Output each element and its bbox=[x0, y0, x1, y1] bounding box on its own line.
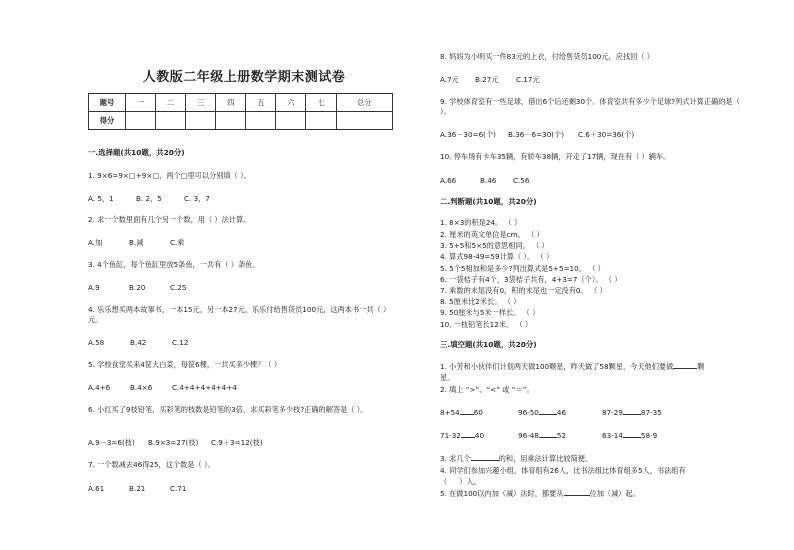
option: B. 2，5 bbox=[136, 194, 162, 203]
score-header-cell: 四 bbox=[216, 94, 246, 112]
option: C.25 bbox=[170, 283, 187, 292]
option: C.56 bbox=[513, 176, 530, 185]
option: C.乘 bbox=[170, 238, 185, 247]
compare-left: 63-14 bbox=[602, 431, 623, 440]
option: C. 3，7 bbox=[184, 194, 210, 203]
option: B.42 bbox=[130, 338, 147, 347]
fill-question-4: 4. 同学们参加兴趣小组，体育组有26人，比书法组比体育组多5人，书法组有 bbox=[440, 466, 686, 475]
option: A.9 bbox=[88, 283, 100, 292]
question-8-options bbox=[440, 75, 540, 85]
judge-item: 2. 厘米的英文单位是cm。 （ ） bbox=[440, 230, 544, 239]
option: C.17元 bbox=[516, 75, 540, 84]
compare-pair bbox=[518, 431, 602, 441]
question-1: 1. 9×6=9×□+9×□，两个□里可以分别填（ ）。 bbox=[88, 171, 251, 180]
question-8: 8. 妈妈为小明买一件83元的上衣，付给售货员100元，应找回（ ） bbox=[440, 52, 654, 61]
compare-right: 87-35 bbox=[640, 408, 662, 417]
judge-item: 1. 8×3的积是24。 （ ） bbox=[440, 218, 522, 227]
answer-blank[interactable] bbox=[623, 414, 641, 415]
fill-question-5-text-b: 位加（减）起。 bbox=[589, 489, 640, 498]
judge-item: 7. 乘数的末尾没有0，积的末尾也一定没有0。 （ ） bbox=[440, 286, 607, 295]
compare-left: 96-48 bbox=[518, 431, 539, 440]
section1-heading: 一.选择题(共10题，共20分) bbox=[88, 148, 185, 157]
answer-blank[interactable] bbox=[471, 460, 499, 461]
question-9: 9. 学校体育室有一些足球，借出6个后还剩30个。体育室共有多少个足球?列式计算正确的是（ ）。 bbox=[440, 97, 740, 116]
question-5: 5. 学校食堂买来4筐大白菜，每筐6棵，一共买多少棵？（ ） bbox=[88, 360, 282, 369]
compare-right: 58-9 bbox=[640, 431, 658, 440]
fill-question-1 bbox=[440, 362, 704, 372]
option: A.9－3=6(枝) bbox=[88, 438, 135, 447]
score-header-cell: 七 bbox=[306, 94, 336, 112]
compare-left: 71-32 bbox=[440, 431, 461, 440]
right-column bbox=[440, 0, 750, 550]
option: A.加 bbox=[88, 238, 103, 247]
compare-right: 40 bbox=[474, 431, 485, 440]
option: B.46 bbox=[480, 176, 497, 185]
answer-blank[interactable] bbox=[539, 414, 557, 415]
judge-item: 10. 一枝铅笔长12米。 （ ） bbox=[440, 320, 533, 329]
fill-question-2: 2. 填上 “>”、“<” 或 “＝”。 bbox=[440, 385, 534, 394]
option: A.61 bbox=[88, 484, 105, 493]
question-2: 2. 求一个数里面有几个另一个数，用（ ）法计算。 bbox=[88, 215, 251, 224]
answer-blank[interactable] bbox=[564, 495, 590, 496]
option: B.20 bbox=[129, 283, 146, 292]
paren-open: （ bbox=[440, 477, 448, 486]
question-7-options bbox=[88, 484, 186, 494]
paren-close-unit: ）人。 bbox=[459, 477, 481, 486]
judge-item: 6. 一袋桔子有4个，3袋桔子共有，4+3=7（个）。 （ ） bbox=[440, 275, 622, 284]
option: A.7元 bbox=[440, 75, 459, 84]
judge-item: 4. 算式98-49=59计算（ ）。 （ ） bbox=[440, 252, 554, 261]
score-header-cell: 二 bbox=[156, 94, 186, 112]
question-3: 3. 4个鱼缸，每个鱼缸里放5条鱼，一共有（ ）条鱼。 bbox=[88, 260, 260, 269]
option: B.9×3=27(枝) bbox=[148, 438, 199, 447]
question-9-options bbox=[440, 130, 634, 140]
score-row-label: 得分 bbox=[89, 112, 126, 130]
compare-pair bbox=[518, 408, 602, 418]
judge-item: 3. 5+5和5×5的意思相同。 （ ） bbox=[440, 241, 549, 250]
compare-pair bbox=[440, 408, 518, 418]
score-header-cell: 三 bbox=[186, 94, 216, 112]
option: B.4×6 bbox=[130, 383, 153, 392]
question-4: 4. 乐乐想买两本故事书，一本15元，另一本27元，乐乐付给售货员100元，这两本书一共（ ）元。 bbox=[88, 305, 391, 324]
fill-question-5 bbox=[440, 489, 640, 499]
option: C.12 bbox=[172, 338, 189, 347]
question-6-options bbox=[88, 438, 263, 448]
judge-item: 8. 5厘米比2米长。 （ ） bbox=[440, 297, 521, 306]
answer-blank[interactable] bbox=[460, 414, 474, 415]
compare-left: 8+54 bbox=[440, 408, 460, 417]
section2-heading: 二.判断题(共10题，共20分) bbox=[440, 197, 537, 206]
option: A.36－30=6(个) bbox=[440, 130, 496, 139]
fill-question-3-text-a: 3. 求几个 bbox=[440, 454, 471, 463]
compare-pair bbox=[440, 431, 518, 441]
exam-title: 人教版二年级上册数学期末测试卷 bbox=[142, 70, 346, 85]
option: C.71 bbox=[170, 484, 187, 493]
option: B.减 bbox=[129, 238, 144, 247]
option: C.6＋30=36(个) bbox=[578, 130, 635, 139]
option: B.27元 bbox=[475, 75, 499, 84]
score-header-cell: 六 bbox=[276, 94, 306, 112]
compare-left: 87-29 bbox=[602, 408, 623, 417]
question-7: 7. 一个数减去46得25，这个数是（ ）。 bbox=[88, 460, 215, 469]
fill-question-5-text-a: 5. 在做100以内加（减）法时，都要从 bbox=[440, 489, 564, 498]
question-3-options bbox=[88, 283, 186, 293]
answer-blank[interactable] bbox=[539, 437, 557, 438]
judge-item: 9. 50厘米与5米一样长。 （ ） bbox=[440, 308, 540, 317]
answer-blank[interactable] bbox=[623, 437, 641, 438]
fill-question-1-unit: 颗 bbox=[697, 362, 705, 371]
judge-item: 5. 5个5相加和是多少?列出算式是5+5=10。 （ ） bbox=[440, 264, 605, 273]
answer-blank[interactable] bbox=[461, 437, 475, 438]
fill-question-1-line2: 星。 bbox=[440, 373, 455, 382]
score-header-cell: 一 bbox=[126, 94, 156, 112]
option: B.36－6=30(个) bbox=[508, 130, 565, 139]
compare-pair bbox=[602, 408, 662, 418]
option: B.21 bbox=[129, 484, 146, 493]
compare-row-2 bbox=[440, 431, 657, 441]
compare-right: 52 bbox=[556, 431, 567, 440]
left-column bbox=[88, 0, 400, 550]
question-4-options bbox=[88, 338, 188, 348]
question-10-options bbox=[440, 176, 529, 186]
option: A. 5，1 bbox=[88, 194, 114, 203]
compare-pair bbox=[602, 431, 657, 441]
score-header-cell: 题号 bbox=[89, 94, 126, 112]
option: C.9＋3=12(枝) bbox=[211, 438, 263, 447]
question-1-options bbox=[88, 194, 210, 204]
fill-question-1-text: 1. 小芳和小伙伴们计划两天做100颗星，昨天做了58颗星，今天他们要做 bbox=[440, 362, 674, 371]
question-10: 10. 停车场有卡车35辆，有轿车38辆，开走了17辆，现在有（ ）辆车。 bbox=[440, 152, 671, 161]
option: A.4+6 bbox=[88, 383, 111, 392]
option: C.4+4+4+4+4+4 bbox=[172, 383, 237, 392]
option: A.66 bbox=[440, 176, 457, 185]
section3-heading: 三.填空题(共10题，共20分) bbox=[440, 340, 537, 349]
compare-left: 96-50 bbox=[518, 408, 539, 417]
score-header-cell: 总分 bbox=[336, 94, 392, 112]
score-header-cell: 五 bbox=[246, 94, 276, 112]
question-5-options bbox=[88, 383, 237, 393]
compare-row-1 bbox=[440, 408, 662, 418]
fill-question-4-line2 bbox=[440, 477, 481, 487]
fill-question-3 bbox=[440, 454, 592, 464]
answer-blank[interactable] bbox=[673, 368, 697, 369]
question-2-options bbox=[88, 238, 185, 248]
compare-right: 60 bbox=[473, 408, 483, 417]
compare-right: 46 bbox=[556, 408, 567, 417]
fill-question-3-text-b: 的和，用乘法计算比较简便。 bbox=[498, 454, 593, 463]
question-6: 6. 小红买了9枝铅笔，买彩笔的枝数是铅笔的3倍，求买彩笔多少枝?正确的解答是（ ）。 bbox=[88, 405, 368, 414]
option: A.58 bbox=[88, 338, 105, 347]
